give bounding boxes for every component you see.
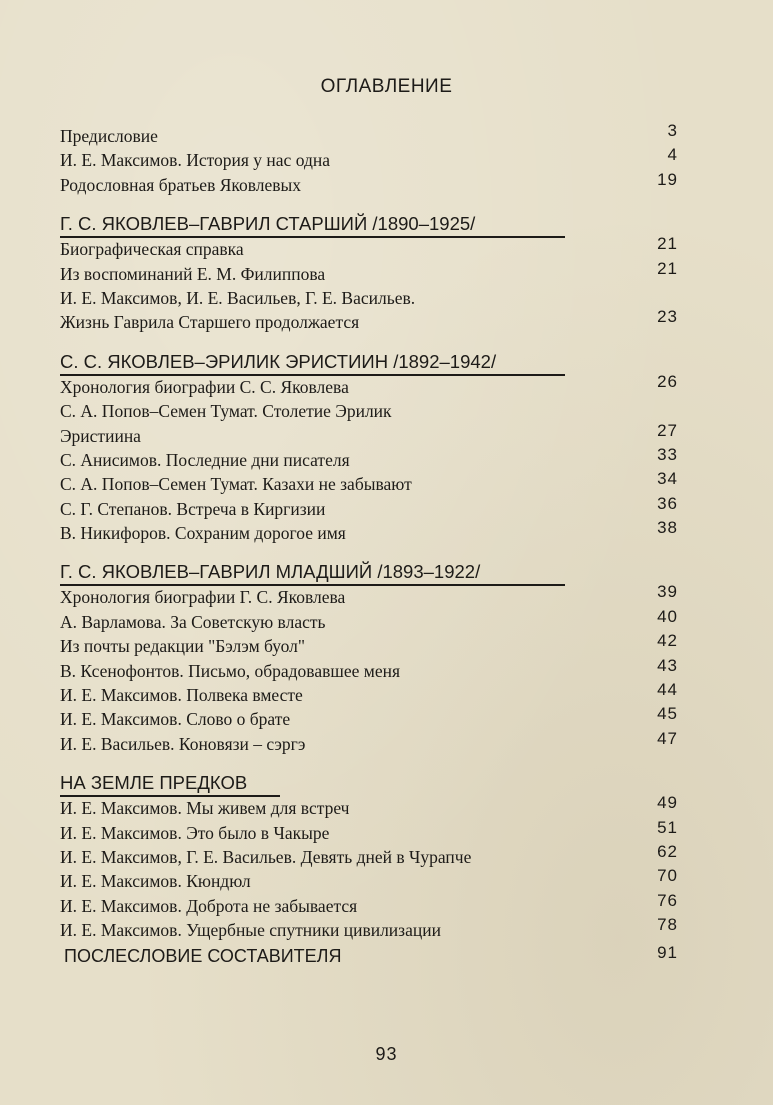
toc-entry-text: И. Е. Максимов. Кюндюл: [60, 871, 251, 892]
toc-entry-text: С. А. Попов–Семен Тумат. Столетие Эрилик: [60, 401, 392, 422]
toc-entry: [60, 631, 678, 658]
toc-entry-text: Предисловие: [60, 126, 158, 146]
toc-entry-text: Жизнь Гаврила Старшего продолжается: [60, 312, 360, 333]
toc-entry: [60, 469, 678, 496]
toc-entry: [60, 793, 678, 820]
toc-entry-text: И. Е. Максимов. Слово о брате: [60, 709, 291, 730]
toc-entry-page: 47: [657, 728, 678, 748]
toc-entry-text: Хронология биографии С. С. Яковлева: [60, 376, 349, 397]
toc-entry: [60, 582, 678, 609]
section-heading-text: С. С. ЯКОВЛЕВ–ЭРИЛИК ЭРИСТИИН /1892–1942/: [60, 350, 497, 372]
toc-entry-page: 38: [657, 518, 678, 538]
toc-entry-page: 33: [657, 444, 678, 464]
toc-entry: [60, 420, 678, 448]
toc-entry-text: С. А. Попов–Семен Тумат. Казахи не забывают: [60, 474, 412, 495]
toc-entry-text: С. Г. Степанов. Встреча в Киргизии: [60, 498, 326, 519]
toc-entry: [60, 518, 678, 545]
toc-entry-text: И. Е. Максимов. Мы живем для встреч: [60, 798, 350, 819]
toc-entry-page: 26: [657, 371, 678, 391]
toc-entry: [60, 655, 678, 683]
toc-entry-page: 42: [657, 631, 678, 651]
toc-entry: [60, 399, 678, 423]
toc-entry-text: И. Е. Максимов. Полвека вместе: [60, 685, 303, 706]
toc-entry-text: Родословная братьев Яковлевых: [60, 174, 302, 195]
toc-entry-page: 27: [657, 420, 678, 440]
toc-entry: [60, 371, 678, 399]
toc-entry: [60, 704, 678, 731]
toc-entry-page: 36: [657, 493, 678, 513]
afterword-text: ПОСЛЕСЛОВИЕ СОСТАВИТЕЛЯ: [64, 945, 342, 966]
toc-entry: [60, 817, 678, 845]
afterword-entry: [64, 943, 678, 969]
section-heading-text: НА ЗЕМЛЕ ПРЕДКОВ: [60, 772, 248, 794]
toc-entry-text: Хронология биографии Г. С. Яковлева: [60, 587, 346, 608]
toc-entry: [60, 444, 678, 472]
section-heading: [60, 211, 678, 237]
toc-entry-page: 23: [657, 307, 678, 327]
toc-entry-text: И. Е. Максимов. История у нас одна: [60, 150, 330, 171]
toc-entry-page: 45: [657, 704, 678, 724]
section-heading: [60, 349, 678, 375]
toc-entry-text: И. Е. Максимов. Доброта не забывается: [60, 895, 358, 916]
toc-entry: [60, 680, 678, 707]
toc-entry-page: 34: [657, 469, 678, 489]
toc-entry: [60, 169, 678, 197]
toc-entry-page: 19: [657, 169, 678, 189]
toc-entry: [60, 286, 678, 310]
toc-entry-text: А. Варламова. За Советскую власть: [60, 611, 326, 632]
toc-entry-text: Эристиина: [60, 425, 141, 446]
toc-entry-text: С. Анисимов. Последние дни писателя: [60, 449, 350, 470]
section-heading: [60, 559, 678, 585]
toc-entry-text: И. Е. Максимов. Это было в Чакыре: [60, 822, 330, 843]
toc-entry: [60, 915, 678, 942]
toc-entry-text: И. Е. Максимов. Ущербные спутники цивилизации: [60, 920, 441, 941]
toc-entry-text: И. Е. Максимов, Г. Е. Васильев. Девять дней в Чурапче: [60, 846, 472, 867]
toc-entry-text: В. Ксенофонтов. Письмо, обрадовавшее меня: [60, 660, 401, 681]
toc-entry: [60, 890, 678, 918]
toc-entry-page: 43: [657, 655, 678, 675]
toc-entry: [60, 866, 678, 893]
toc-entry-text: Из почты редакции "Бэлэм буол": [60, 636, 305, 657]
toc-entry-page: 51: [657, 817, 678, 837]
toc-entry-page: 76: [657, 890, 678, 910]
table-of-contents: [60, 121, 678, 969]
toc-entry-page: 3: [667, 121, 678, 140]
toc-entry-text: В. Никифоров. Сохраним дорогое имя: [60, 523, 346, 544]
section-heading-text: Г. С. ЯКОВЛЕВ–ГАВРИЛ СТАРШИЙ /1890–1925/: [60, 213, 476, 235]
afterword-page: 91: [657, 942, 678, 962]
toc-entry-page: 78: [657, 915, 678, 935]
toc-entry-page: 21: [657, 234, 678, 254]
toc-entry: [60, 258, 678, 286]
toc-entry-page: 44: [657, 680, 678, 700]
toc-entry-page: 39: [657, 582, 678, 602]
page-number: 93: [375, 1044, 398, 1064]
toc-entry-page: 21: [657, 258, 678, 278]
toc-entry: [60, 606, 678, 634]
toc-entry: [60, 493, 678, 521]
section-heading-text: Г. С. ЯКОВЛЕВ–ГАВРИЛ МЛАДШИЙ /1893–1922/: [60, 561, 481, 583]
toc-entry: [60, 307, 678, 334]
toc-entry-page: 40: [657, 606, 678, 626]
toc-entry-text: Биографическая справка: [60, 239, 244, 260]
toc-entry: [60, 121, 678, 148]
toc-entry-page: 4: [667, 145, 678, 165]
toc-entry: [60, 728, 678, 756]
toc-entry-page: 70: [657, 866, 678, 886]
page-title: ОГЛАВЛЕНИЕ: [320, 76, 453, 97]
section-heading: [60, 770, 678, 796]
toc-entry: [60, 145, 678, 172]
toc-entry: [60, 841, 678, 869]
toc-entry-page: 62: [657, 841, 678, 861]
toc-entry-page: 49: [657, 793, 678, 813]
toc-entry: [60, 234, 678, 261]
toc-entry-text: И. Е. Максимов, И. Е. Васильев, Г. Е. Васильев.: [60, 287, 416, 308]
toc-entry-text: Из воспоминаний Е. М. Филиппова: [60, 263, 326, 284]
toc-entry-text: И. Е. Васильев. Коновязи – сэргэ: [60, 733, 306, 754]
